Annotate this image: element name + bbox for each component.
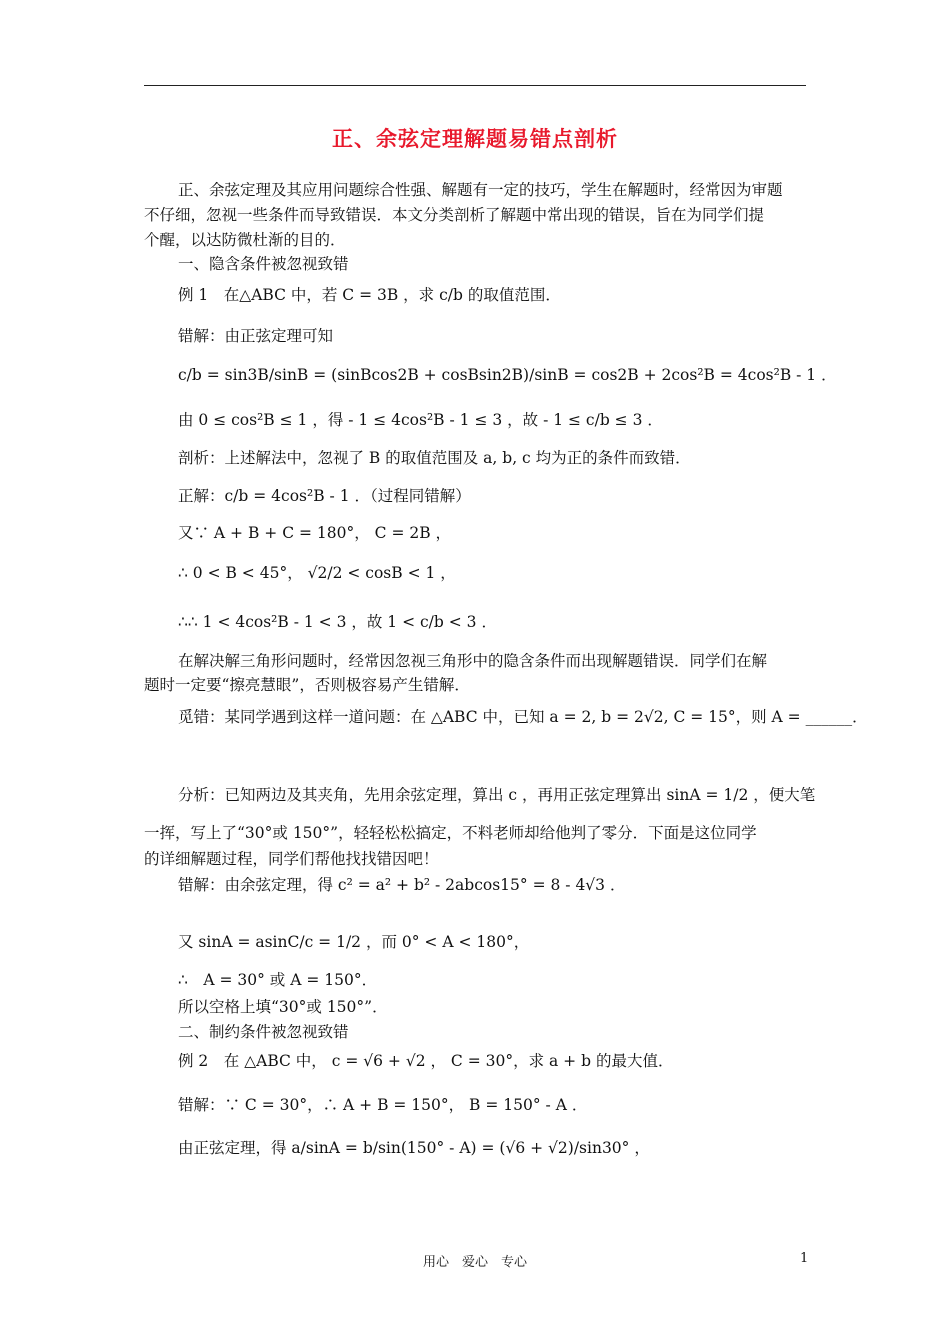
ex2-wrong-step-2: 由正弦定理，得 a/sinA = b/sin(150° - A) = (√6 + √2)/sin30° ，: [178, 1139, 650, 1157]
ex1-analysis: 剖析：上述解法中，忽视了 B 的取值范围及 a, b, c 均为正的条件而致错．: [178, 449, 691, 467]
wrong-solution-2-line-1: 错解：由余弦定理，得 c² = a² + b² - 2abcos15° = 8 - 4√3 ．: [178, 876, 626, 894]
ex1-correct-step-3: ∴∴ 1 < 4cos²B - 1 < 3 ，故 1 < c/b < 3 ．: [178, 613, 497, 631]
section-1-heading: 一、隐含条件被忽视致错: [178, 255, 349, 273]
analysis-line-2: 一挥，写上了“30°或 150°”，轻轻松松搞定，不料老师却给他判了零分．下面是这位同学: [144, 824, 757, 842]
intro-line-3: 个醒，以达防微杜渐的目的．: [144, 231, 346, 249]
ex1-correct-step-2: ∴ 0 < B < 45°， √2/2 < cosB < 1 ，: [178, 564, 456, 582]
para2-line-2: 题时一定要“擦亮慧眼”，否则极容易产生错解．: [144, 676, 470, 694]
intro-line-2: 不仔细，忽视一些条件而导致错误．本文分类剖析了解题中常出现的错误，旨在为同学们提: [144, 206, 765, 224]
wrong-solution-2-line-3: ∴ A = 30° 或 A = 150°．: [178, 971, 378, 989]
wrong-solution-2-line-2: 又 sinA = asinC/c = 1/2 ，而 0° < A < 180°，: [178, 933, 530, 951]
analysis-line-3: 的详细解题过程，同学们帮他找找错因吧！: [144, 850, 439, 868]
ex1-wrong-heading: 错解：由正弦定理可知: [178, 327, 334, 345]
section-2-heading: 二、制约条件被忽视致错: [178, 1023, 349, 1041]
page-footer: 用心 爱心 专心: [422, 1255, 527, 1270]
page-number: 1: [800, 1251, 809, 1266]
intro-line-1: 正、余弦定理及其应用问题综合性强、解题有一定的技巧，学生在解题时，经常因为审题: [178, 181, 783, 199]
page-title: 正、余弦定理解题易错点剖析: [332, 126, 618, 151]
wrong-solution-2-line-4: 所以空格上填“30°或 150°”．: [178, 998, 388, 1016]
ex1-equation-1: c/b = sin3B/sinB = (sinBcos2B + cosBsin2B)/sinB = cos2B + 2cos²B = 4cos²B - 1 ．: [178, 366, 837, 384]
header-rule: [144, 85, 806, 86]
ex1-equation-2: 由 0 ≤ cos²B ≤ 1 ，得 - 1 ≤ 4cos²B - 1 ≤ 3 ，故 - 1 ≤ c/b ≤ 3 ．: [178, 411, 663, 429]
find-error-problem: 觅错：某同学遇到这样一道问题：在 △ABC 中，已知 a = 2, b = 2√2, C = 15°，则 A = ______．: [178, 708, 868, 726]
ex2-wrong-step-1: 错解：∵ C = 30°，∴ A + B = 150°， B = 150° - A ．: [178, 1096, 588, 1114]
ex1-correct-heading: 正解：c/b = 4cos²B - 1 ．（过程同错解）: [178, 487, 471, 505]
para2-line-1: 在解决解三角形问题时，经常因忽视三角形中的隐含条件而出现解题错误．同学们在解: [178, 652, 768, 670]
ex1-correct-step-1: 又∵ A + B + C = 180°， C = 2B ，: [178, 524, 452, 542]
example-1: 例 1 在△ABC 中，若 C = 3B ，求 c/b 的取值范围．: [178, 286, 561, 304]
analysis-line-1: 分析：已知两边及其夹角，先用余弦定理，算出 c ，再用正弦定理算出 sinA = 1/2 ，便大笔: [178, 786, 816, 804]
example-2: 例 2 在 △ABC 中， c = √6 + √2 ， C = 30°，求 a + b 的最大值．: [178, 1052, 674, 1070]
